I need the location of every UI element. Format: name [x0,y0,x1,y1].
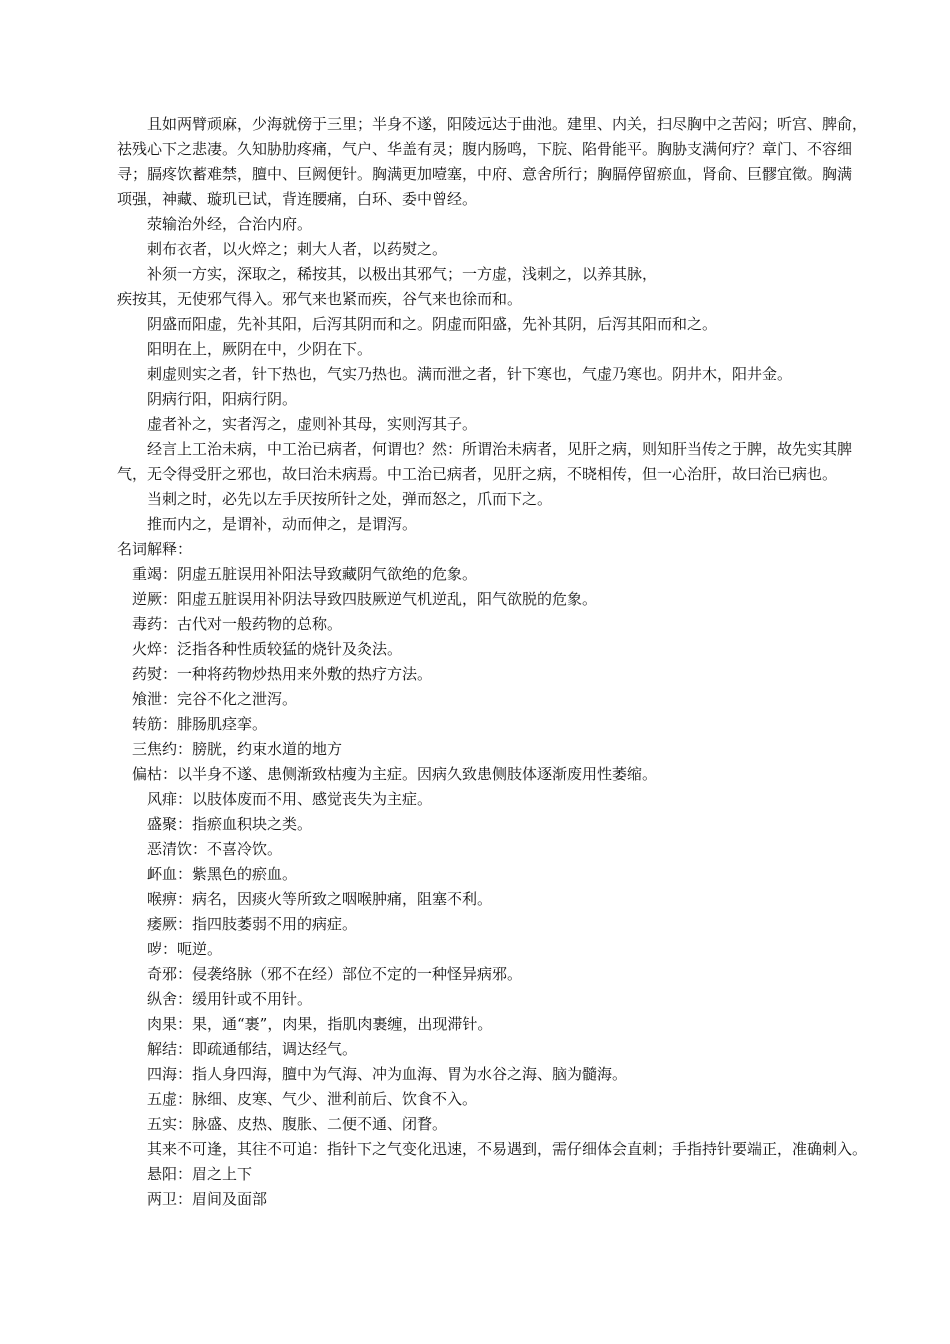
text-line: 阴盛而阳虚，先补其阳，后泻其阴而和之。阴虚而阳盛，先补其阴，后泻其阳而和之。 [117,315,718,333]
glossary-entry: 逆厥：阳虚五脏误用补阴法导致四肢厥逆气机逆乱，阳气欲脱的危象。 [117,590,598,608]
text-line: 刺布衣者，以火焠之；刺大人者，以药熨之。 [117,240,448,258]
text-line: 阴病行阳，阳病行阴。 [117,390,298,408]
glossary-entry: 飧泄：完谷不化之泄泻。 [117,690,298,708]
glossary-entry: 哕：呃逆。 [117,940,223,958]
text-line: 疾按其，无使邪气得入。邪气来也紧而疾，谷气来也徐而和。 [117,290,523,308]
glossary-entry: 两卫：眉间及面部 [117,1190,268,1208]
glossary-entry: 五实：脉盛、皮热、腹胀、二便不通、闭瞀。 [117,1115,448,1133]
text-line: 补须一方实，深取之，稀按其，以极出其邪气；一方虚，浅刺之，以养其脉， [117,265,658,283]
glossary-entry: 奇邪：侵袭络脉（邪不在经）部位不定的一种怪异病邪。 [117,965,523,983]
glossary-entry: 毒药：古代对一般药物的总称。 [117,615,343,633]
text-line: 且如两臂顽麻，少海就傍于三里；半身不遂，阳陵远达于曲池。建里、内关，扫尽胸中之苦闷；听宫、脾俞， [117,115,868,133]
text-line: 项强，神藏、璇玑已试，背连腰痛，白环、委中曾经。 [117,190,478,208]
glossary-entry: 火焠：泛指各种性质较猛的烧针及灸法。 [117,640,403,658]
text-line: 祛残心下之悲凄。久知胁肋疼痛，气户、华盖有灵；腹内肠鸣，下脘、陷骨能平。胸胁支满何疗？章门、不容细 [117,140,853,158]
glossary-entry: 肉果：果，通“裹”，肉果，指肌肉裹缠，出现滞针。 [117,1015,493,1033]
glossary-entry: 偏枯：以半身不遂、患侧渐致枯瘦为主症。因病久致患侧肢体逐渐废用性萎缩。 [117,765,658,783]
glossary-entry: 三焦约：膀胱，约束水道的地方 [117,740,343,758]
glossary-entry: 纵舍：缓用针或不用针。 [117,990,313,1008]
glossary-entry: 五虚：脉细、皮寒、气少、泄利前后、饮食不入。 [117,1090,478,1108]
glossary-entry: 恶清饮：不喜冷饮。 [117,840,283,858]
text-line: 气，无令得受肝之邪也，故曰治未病焉。中工治已病者，见肝之病，不晓相传，但一心治肝，故曰治已病也。 [117,465,838,483]
glossary-entry: 盛聚：指瘀血积块之类。 [117,815,313,833]
glossary-entry: 重竭：阴虚五脏误用补阳法导致藏阴气欲绝的危象。 [117,565,478,583]
section-heading: 名词解释： [117,540,193,558]
text-line: 荥输治外经，合治内府。 [117,215,313,233]
text-line: 寻；膈疼饮蓄难禁，膻中、巨阙便针。胸满更加噎塞，中府、意舍所行；胸膈停留瘀血，肾俞、巨髎宜徵。胸满 [117,165,853,183]
glossary-entry: 喉痹：病名，因痰火等所致之咽喉肿痛，阻塞不利。 [117,890,493,908]
glossary-entry: 痿厥：指四肢萎弱不用的病症。 [117,915,358,933]
glossary-entry: 药熨：一种将药物炒热用来外敷的热疗方法。 [117,665,433,683]
glossary-entry: 转筋：腓肠肌痉挛。 [117,715,268,733]
text-line: 经言上工治未病，中工治已病者，何谓也？然：所谓治未病者，见肝之病，则知肝当传之于脾，故先实其脾 [117,440,853,458]
text-line: 刺虚则实之者，针下热也，气实乃热也。满而泄之者，针下寒也，气虚乃寒也。阴井木，阳井金。 [117,365,793,383]
text-line: 当刺之时，必先以左手厌按所针之处，弹而怒之，爪而下之。 [117,490,553,508]
glossary-entry: 四海：指人身四海，膻中为气海、冲为血海、胃为水谷之海、脑为髓海。 [117,1065,628,1083]
glossary-entry: 其来不可逢，其往不可追：指针下之气变化迅速，不易遇到，需仔细体会直刺；手指持针要端正，准确刺入。 [117,1140,868,1158]
text-line: 阳明在上，厥阴在中，少阴在下。 [117,340,373,358]
glossary-entry: 悬阳：眉之上下 [117,1165,253,1183]
text-line: 推而内之，是谓补，动而伸之，是谓泻。 [117,515,418,533]
glossary-entry: 解结：即疏通郁结，调达经气。 [117,1040,358,1058]
glossary-entry: 风痱：以肢体废而不用、感觉丧失为主症。 [117,790,433,808]
glossary-entry: 衃血：紫黑色的瘀血。 [117,865,298,883]
text-line: 虚者补之，实者泻之，虚则补其母，实则泻其子。 [117,415,478,433]
